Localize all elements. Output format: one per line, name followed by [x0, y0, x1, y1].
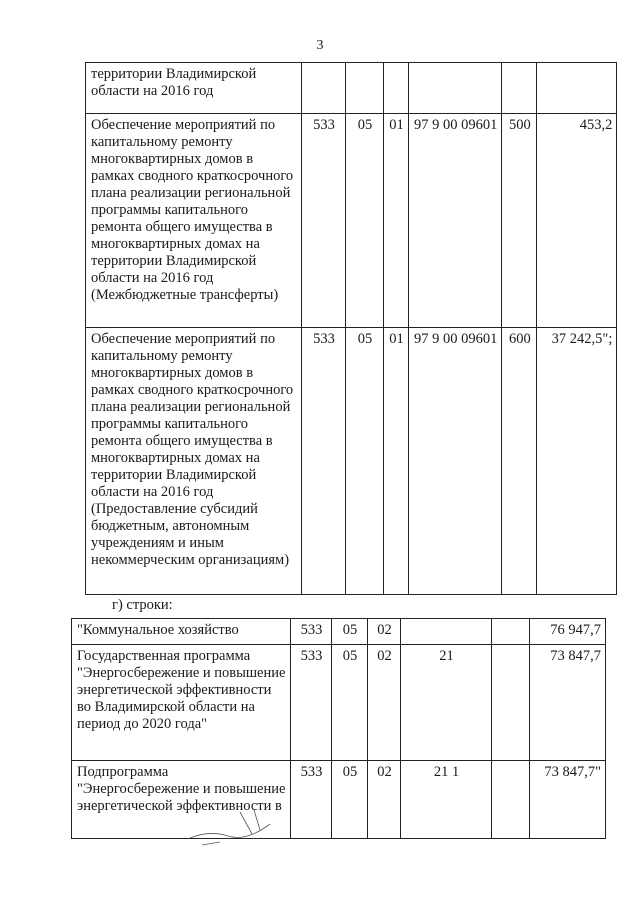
ministry-code: 533 [291, 645, 332, 761]
subsection-code: 01 [384, 328, 409, 595]
budget-table-bottom [71, 618, 606, 839]
page-number: 3 [316, 38, 324, 53]
budget-table-top [85, 62, 617, 595]
section-code: 05 [346, 114, 384, 328]
section-code: 05 [332, 645, 368, 761]
table-row [72, 761, 606, 839]
row-name: Государственная программа "Энергосбережение и повышение энергетической эффективности во Владимирской области на период до 2020 года" [72, 645, 291, 761]
expense-type-code [502, 63, 537, 114]
expense-type-code: 500 [502, 114, 537, 328]
amount [537, 63, 617, 114]
target-article-code [409, 63, 502, 114]
section-code: 05 [332, 761, 368, 839]
row-name: Обеспечение мероприятий по капитальному ремонту многоквартирных домов в рамках сводного краткосрочного плана реализации региональной программы капитального ремонта общего имущества в многоквартирных домах на территории Владимирской области на 2016 год (Предоставление субсидий бюджетным, автономным учреждениям и иным некоммерческим организациям) [86, 328, 302, 595]
amount: 73 847,7 [530, 645, 606, 761]
signature-scribble [180, 800, 300, 850]
ministry-code: 533 [302, 328, 346, 595]
expense-type-code [492, 761, 530, 839]
amount: 76 947,7 [530, 619, 606, 645]
subsection-code: 02 [368, 645, 401, 761]
target-article-code [401, 619, 492, 645]
section-code [346, 63, 384, 114]
expense-type-code [492, 645, 530, 761]
subsection-code: 02 [368, 619, 401, 645]
subsection-code: 01 [384, 114, 409, 328]
section-code: 05 [332, 619, 368, 645]
target-article-code: 21 [401, 645, 492, 761]
row-name: Обеспечение мероприятий по капитальному ремонту многоквартирных домов в рамках сводного краткосрочного плана реализации региональной программы капитального ремонта общего имущества в многоквартирных домах на территории Владимирской области на 2016 год (Межбюджетные трансферты) [86, 114, 302, 328]
section-label: г) строки: [112, 597, 173, 613]
ministry-code: 533 [291, 761, 332, 839]
table-row [86, 114, 617, 328]
table-row [86, 63, 617, 114]
ministry-code: 533 [291, 619, 332, 645]
ministry-code [302, 63, 346, 114]
target-article-code: 97 9 00 09601 [409, 114, 502, 328]
table-row [72, 645, 606, 761]
target-article-code: 97 9 00 09601 [409, 328, 502, 595]
expense-type-code [492, 619, 530, 645]
subsection-code: 02 [368, 761, 401, 839]
amount: 453,2 [537, 114, 617, 328]
ministry-code: 533 [302, 114, 346, 328]
row-name: территории Владимирской области на 2016 год [86, 63, 302, 114]
section-code: 05 [346, 328, 384, 595]
subsection-code [384, 63, 409, 114]
expense-type-code: 600 [502, 328, 537, 595]
amount: 37 242,5"; [537, 328, 617, 595]
amount: 73 847,7" [530, 761, 606, 839]
target-article-code: 21 1 [401, 761, 492, 839]
row-name: Подпрограмма "Энергосбережение и повышение энергетической эффективности в [72, 761, 291, 839]
table-row [72, 619, 606, 645]
row-name: "Коммунальное хозяйство [72, 619, 291, 645]
table-row [86, 328, 617, 595]
